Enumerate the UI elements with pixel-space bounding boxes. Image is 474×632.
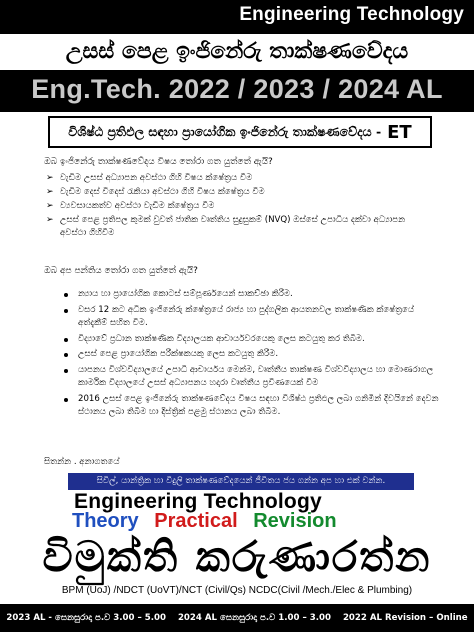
subject-box [48, 116, 432, 148]
bullet-dot-icon [64, 293, 68, 297]
theory-practical-revision [72, 510, 337, 533]
section1-list [44, 172, 434, 241]
list-item: ➢ උසස් පෙළ ප්‍රතිපල කුමක් වුවත් ජාතික වෘත්තිය සුදුසුකම් (NVQ) ඔස්සේ උපාධිය දක්වා අධ්‍යාපන අවස්ථා ගිහිවීම [46, 215, 406, 238]
schedule-bar [0, 604, 474, 632]
list-item: විද්‍යාවේ ප්‍රධාන තාක්ෂණික විද්‍යාලයක ආචාර්යවරයෙකු ලෙස කටයුතු කර තිබීම. [60, 333, 440, 347]
section2-list [60, 288, 440, 422]
revision-label: Revision [253, 510, 337, 532]
teacher-name: විමුක්ති කරුණාරත්න [42, 532, 432, 581]
bullet-dot-icon [64, 353, 68, 357]
list-item: වසර 12 කට අධික ඉංජිනේරු ක්ෂේත්‍රයේ රාජ්‍ය හා පුද්ගලික ආයතනවල තාක්ෂණික ක්ෂේත්‍රයේ අත්දැකීම් සහිත වීම. [60, 304, 440, 331]
list-item: න්‍යාය හා ප්‍රායෝගික කොටස් සම්පූර්ණයෙන් සාකච්ඡා කිරීම. [60, 288, 440, 302]
list-item: ➢ වැඩිම දෙස් විදෙස් රැකියා අවස්ථා ගිහි විෂය ක්ෂේත්‍රය වීම [46, 187, 265, 197]
practical-label: Practical [154, 510, 238, 532]
arrow-bullet-icon: ➢ [46, 201, 54, 211]
schedule-slot-2024: 2024 AL සෙනසුරාදා ප.ව 1.00 – 3.00 [177, 613, 331, 623]
arrow-bullet-icon: ➢ [46, 173, 54, 183]
list-item: යාපනය විශ්වවිද්‍යාලයේ උපාධි ආචාර්යය මෙන්ම, වෘත්තීය තාක්ෂණ විශ්වවිද්‍යාලය හා මොණරාගල කාර්මික විද්‍යාලයේ උසස් අධ්‍යාපනය හදාරා වෘත්තීය ප්‍රවීණයෙක් වීම [60, 364, 440, 391]
bullet-dot-icon [64, 338, 68, 342]
qualifications: BPM (UoJ) /NDCT (UoVT)/NCT (Civil/Qs) NCDC(Civil /Mech./Elec & Plumbing) [61, 585, 413, 596]
bullet-dot-icon [64, 309, 68, 313]
list-item: උසස් පෙළ ප්‍රායෝගික පරීක්ෂකයකු ලෙස කටයුතු කිරීම. [60, 348, 440, 362]
section2-question: ඔබ අප පන්තිය තෝරා ගත යුත්තේ ඇයි? [44, 266, 198, 276]
list-item: ➢ වැඩිම උසස් අධ්‍යාපන අවස්ථා ගිහි විෂය ක්ෂේත්‍රය වීම [46, 173, 253, 183]
brand-title: Engineering Technology [239, 4, 464, 25]
promo-strip: සිවිල්, යාන්ත්‍රික හා විදුලි තාක්ෂණවේදයෙන් ජීවිතය ජය ගන්න අප හා එක් වන්න. [68, 473, 414, 490]
schedule-slot-2023: 2023 AL - සෙනසුරාදා ප.ව 3.00 – 5.00 [6, 613, 166, 623]
arrow-bullet-icon: ➢ [46, 187, 54, 197]
bullet-dot-icon [64, 369, 68, 373]
arrow-bullet-icon: ➢ [46, 215, 54, 225]
subject-box-text: විශිෂ්ඨ ප්‍රතිඵල සඳහා ප්‍රායෝගික ඉංජිනේරු තාක්ෂණවේදය - [68, 124, 382, 139]
year-band [0, 70, 474, 112]
theory-label: Theory [72, 510, 139, 532]
sinhala-subject-title: උසස් පෙළ ඉංජිනේරු තාක්ෂණවේදය [65, 39, 409, 64]
list-item: ➢ ව්‍යවසායකත්ව අවස්ථා වැඩිම ක්ෂේත්‍රය වීම [46, 201, 215, 211]
year-band-text: Eng.Tech. 2022 / 2023 / 2024 AL [31, 74, 443, 104]
signoff-text: සිතන්න . අනාගතයේ [44, 457, 120, 467]
header-bar [0, 0, 474, 34]
bullet-dot-icon [64, 398, 68, 402]
list-item: 2016 උසස් පෙළ ඉංජිනේරු තාක්ෂණවේදය විෂය සඳහා විශිෂ්ඨ ප්‍රතිඵල ලබා ගනිමින් දිවයිනේ දෙවන ස්ථානය ලබා තිබීම හා දිස්ත්‍රික් පළමු ස්ථානය ලබා තිබීම. [60, 393, 440, 420]
subject-code: ET [387, 121, 412, 143]
schedule-slot-revision: 2022 AL Revision – Online [342, 613, 468, 623]
promo-brand: Engineering Technology [74, 490, 322, 513]
section1-question: ඔබ ඉංජිනේරු තාක්ෂණවේදය විෂය තෝරා ගත යුත්තේ ඇයි? [44, 157, 273, 167]
